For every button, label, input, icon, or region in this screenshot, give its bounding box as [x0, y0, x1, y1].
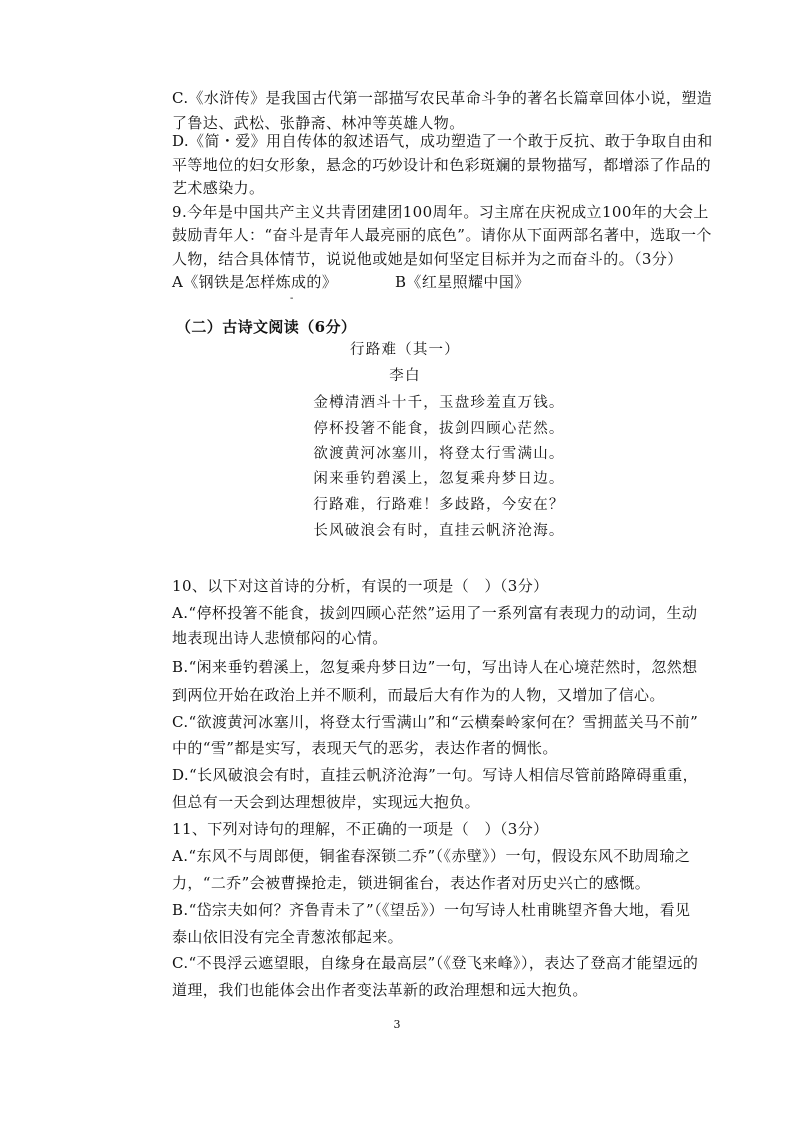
question-11-option-c-line-2: 道理，我们也能体会出作者变法革新的政治理想和远大抱负。	[172, 981, 588, 999]
question-11-option-b-line-1: B.“岱宗夫如何？齐鲁青未了”（《望岳》）一句写诗人杜甫眺望齐鲁大地，看见	[172, 901, 691, 919]
question-9-line-1: 9.今年是中国共产主义共青团建团100周年。习主席在庆祝成立100年的大会上	[172, 203, 709, 221]
option-c-novel-line-2: 了鲁达、武松、张静斋、林冲等英雄人物。	[172, 114, 465, 132]
question-10-option-b-line-2: 到两位开始在政治上并不顺利，而最后大有作为的人物，又增加了信心。	[172, 686, 665, 704]
question-11-stem: 11、下列对诗句的理解，不正确的一项是（ ）（3分）	[172, 820, 549, 838]
section-heading: （二）古诗文阅读（6分）	[176, 318, 357, 336]
question-10-option-d-line-1: D.“长风破浪会有时，直挂云帆济沧海”一句。写诗人相信尽管前路障碍重重，	[172, 766, 698, 784]
option-d-novel-line-1: D.《简・爱》用自传体的叙述语气，成功塑造了一个敢于反抗、敢于争取自由和	[172, 132, 713, 150]
poem-title: 行路难（其一）	[350, 342, 460, 358]
question-9-line-3: 人物，结合具体情节，说说他或她是如何坚定目标并为之而奋斗的。（3分）	[172, 250, 683, 268]
option-d-novel-line-3: 艺术感染力。	[172, 179, 265, 197]
question-10-stem: 10、以下对这首诗的分析，有误的一项是（ ）（3分）	[172, 577, 549, 595]
poem-verse: 停杯投箸不能食，拔剑四顾心茫然。	[313, 421, 565, 437]
stray-mark: -	[290, 293, 294, 304]
poem-author: 李白	[389, 368, 421, 384]
poem-verse: 闲来垂钓碧溪上，忽复乘舟梦日边。	[313, 471, 565, 487]
question-10-option-b-line-1: B.“闲来垂钓碧溪上，忽复乘舟梦日边”一句，写出诗人在心境茫然时，忽然想	[172, 658, 698, 676]
question-11-option-b-line-2: 泰山依旧没有完全青葱浓郁起来。	[172, 928, 404, 946]
question-10-option-a-line-1: A.“停杯投箸不能食，拔剑四顾心茫然”运用了一系列富有表现力的动词，生动	[172, 604, 698, 622]
question-10-option-c-line-2: 中的“雪”都是实写，表现天气的恶劣，表达作者的惆怅。	[172, 739, 558, 757]
option-d-novel-line-2: 平等地位的妇女形象，悬念的巧妙设计和色彩斑斓的景物描写，都增添了作品的	[172, 156, 712, 174]
poem-verse: 金樽清酒斗十千，玉盘珍羞直万钱。	[313, 395, 565, 411]
option-c-novel-line-1: C.《水浒传》是我国古代第一部描写农民革命斗争的著名长篇章回体小说，塑造	[172, 89, 713, 107]
question-11-option-c-line-1: C.“不畏浮云遮望眼，自缘身在最高层”（《登飞来峰》），表达了登高才能望远的	[172, 954, 699, 972]
poem-verse: 长风破浪会有时，直挂云帆济沧海。	[313, 523, 565, 539]
question-10-option-d-line-2: 但总有一天会到达理想彼岸，实现远大抱负。	[172, 793, 481, 811]
poem-verse: 行路难，行路难！多歧路，今安在？	[313, 497, 565, 513]
question-10-option-c-line-1: C.“欲渡黄河冰塞川，将登太行雪满山”和“云横秦岭家何在？雪拥蓝关马不前”	[172, 713, 699, 731]
page-number: 3	[393, 1018, 401, 1031]
book-option-b: B《红星照耀中国》	[395, 273, 530, 291]
book-option-a: A《钢铁是怎样炼成的》	[172, 273, 338, 291]
poem-verse: 欲渡黄河冰塞川，将登太行雪满山。	[313, 446, 565, 462]
question-10-option-a-line-2: 地表现出诗人悲愤郁闷的心情。	[172, 629, 388, 647]
question-11-option-a-line-1: A.“东风不与周郎便，铜雀春深锁二乔”（《赤壁》）一句，假设东风不助周瑜之	[172, 847, 691, 865]
question-9-line-2: 鼓励青年人：“奋斗是青年人最亮丽的底色”。请你从下面两部名著中，选取一个	[172, 226, 712, 244]
question-11-option-a-line-2: 力，“二乔”会被曹操抢走，锁进铜雀台，表达作者对历史兴亡的感慨。	[172, 874, 651, 892]
